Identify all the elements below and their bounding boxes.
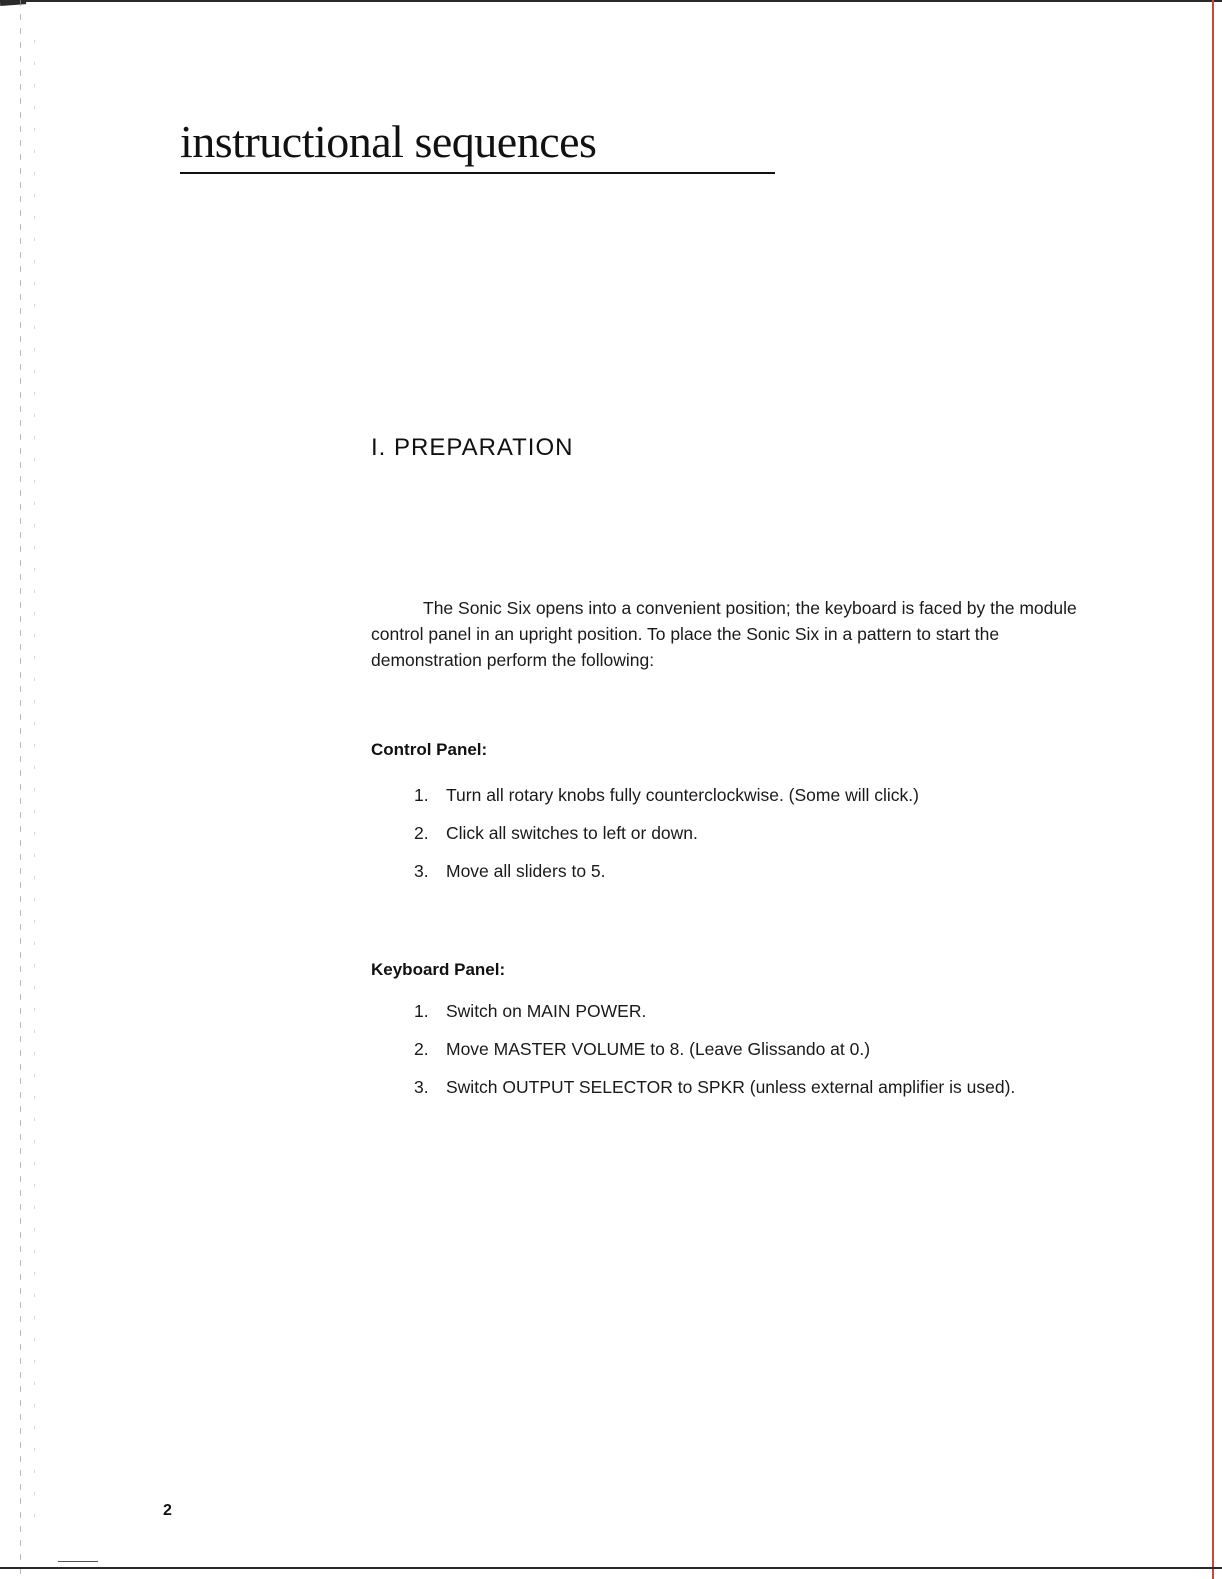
list-item bbox=[414, 999, 1015, 1037]
keyboard-panel-heading: Keyboard Panel: bbox=[371, 960, 506, 979]
step-number: 1. bbox=[414, 1001, 429, 1021]
page-edge-right bbox=[1212, 0, 1214, 1579]
step-number: 2. bbox=[414, 1039, 429, 1059]
list-item bbox=[414, 859, 919, 897]
step-text: Switch OUTPUT SELECTOR to SPKR (unless external amplifier is used). bbox=[446, 1077, 1016, 1097]
page-edge-bottom bbox=[0, 1567, 1222, 1569]
section-heading: I. PREPARATION bbox=[371, 434, 574, 461]
page-edge-top bbox=[0, 0, 1222, 2]
list-item bbox=[414, 1075, 1015, 1113]
step-text: Switch on MAIN POWER. bbox=[446, 1001, 647, 1021]
step-number: 3. bbox=[414, 1077, 429, 1097]
step-text: Turn all rotary knobs fully counterclockwise. (Some will click.) bbox=[446, 785, 919, 805]
control-panel-steps bbox=[414, 783, 919, 897]
step-text: Move MASTER VOLUME to 8. (Leave Glissando at 0.) bbox=[446, 1039, 871, 1059]
step-number: 1. bbox=[414, 785, 429, 805]
scan-bottom-tick bbox=[58, 1561, 98, 1562]
step-text: Click all switches to left or down. bbox=[446, 823, 698, 843]
page-edge-left bbox=[20, 0, 21, 1579]
keyboard-panel-steps bbox=[414, 999, 1015, 1113]
control-panel-heading: Control Panel: bbox=[371, 740, 488, 759]
step-text: Move all sliders to 5. bbox=[446, 861, 606, 881]
scan-corner-mark bbox=[0, 0, 26, 6]
intro-paragraph bbox=[371, 595, 1111, 673]
page-number: 2 bbox=[163, 1502, 172, 1519]
step-number: 3. bbox=[414, 861, 429, 881]
list-item bbox=[414, 821, 919, 859]
page-title: instructional sequences bbox=[180, 112, 775, 174]
step-number: 2. bbox=[414, 823, 429, 843]
intro-text: The Sonic Six opens into a convenient position; the keyboard is faced by the module control panel in an upright position. To place the Sonic Six in a pattern to start the demonstration perform the following: bbox=[371, 598, 1077, 670]
scan-artifact-left bbox=[34, 40, 35, 1520]
list-item bbox=[414, 1037, 1015, 1075]
list-item bbox=[414, 783, 919, 821]
